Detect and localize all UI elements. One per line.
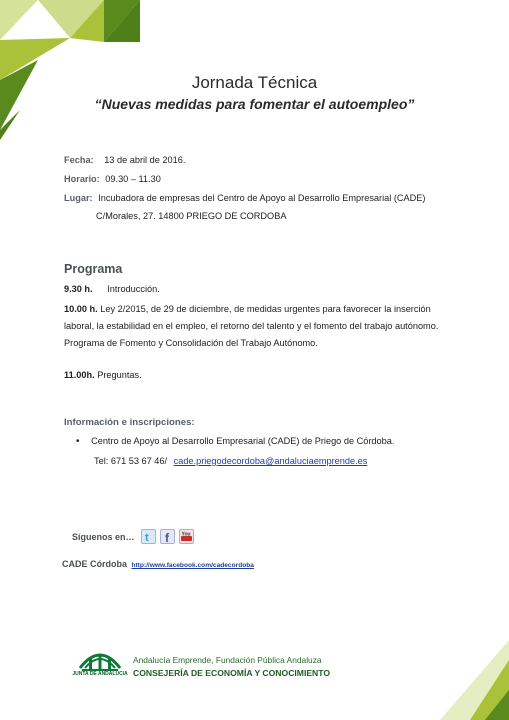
info-contact — [94, 456, 367, 466]
programa-item-1 — [64, 284, 160, 294]
programa-item-2-line3: Programa de Fomento y Consolidación del Trabajo Autónomo. — [64, 338, 318, 348]
horario-label: Horario: — [64, 174, 100, 184]
svg-text:You: You — [181, 531, 191, 538]
fecha-label: Fecha: — [64, 155, 94, 165]
bullet-icon: • — [76, 436, 80, 447]
programa-item-3-time: 11.00h. — [64, 370, 95, 380]
programa-heading: Programa — [64, 262, 123, 276]
cade-label: CADE Córdoba — [62, 559, 127, 569]
info-bullet-text: Centro de Apoyo al Desarrollo Empresarial (CADE) de Priego de Córdoba. — [91, 436, 395, 446]
programa-item-1-text: Introducción. — [107, 284, 160, 294]
footer-org-line1: Andalucía Emprende, Fundación Pública Andaluza — [133, 655, 322, 665]
info-bullet-item — [76, 436, 394, 447]
facebook-icon[interactable] — [160, 529, 175, 544]
programa-item-2-line1 — [64, 304, 431, 314]
page-subtitle: “Nuevas medidas para fomentar el autoempleo” — [94, 96, 415, 112]
horario-row — [64, 174, 161, 184]
svg-text:t: t — [144, 532, 149, 543]
fecha-row — [64, 155, 185, 165]
horario-value: 09.30 – 11.30 — [105, 174, 161, 184]
info-tel: Tel: 671 53 67 46/ — [94, 456, 168, 466]
programa-item-3-text: Preguntas. — [97, 370, 142, 380]
programa-item-1-time: 9.30 h. — [64, 284, 93, 294]
lugar-address: C/Morales, 27. 14800 PRIEGO DE CORDOBA — [96, 211, 287, 221]
svg-text:f: f — [164, 531, 169, 543]
social-row — [72, 529, 194, 544]
lugar-row — [64, 193, 426, 203]
lugar-value: Incubadora de empresas del Centro de Apoyo al Desarrollo Empresarial (CADE) — [98, 193, 426, 203]
fecha-value: 13 de abril de 2016. — [104, 155, 186, 165]
twitter-icon[interactable] — [141, 529, 156, 544]
info-email-link[interactable]: cade.priegodecordoba@andaluciaemprende.es — [173, 456, 368, 466]
youtube-icon[interactable] — [179, 529, 194, 544]
programa-item-2-line2: laboral, la estabilidad en el empleo, el retorno del talento y el fomento del trabajo autónomo. — [64, 321, 439, 331]
page-title: Jornada Técnica — [191, 73, 318, 92]
lugar-label: Lugar: — [64, 193, 93, 203]
facebook-url-link[interactable]: http://www.facebook.com/cadecordoba — [131, 562, 254, 569]
junta-logo-caption: JUNTA DE ANDALUCIA — [72, 671, 128, 677]
programa-item-2-text-line1: Ley 2/2015, de 29 de diciembre, de medidas urgentes para favorecer la inserción — [100, 304, 431, 314]
follow-label: Síguenos en… — [72, 531, 135, 542]
programa-item-2-time: 10.00 h. — [64, 304, 98, 314]
programa-item-3 — [64, 370, 142, 380]
footer-org-line2: CONSEJERÍA DE ECONOMÍA Y CONOCIMIENTO — [133, 668, 331, 678]
info-heading: Información e inscripciones: — [64, 417, 195, 428]
cade-row — [62, 554, 254, 572]
